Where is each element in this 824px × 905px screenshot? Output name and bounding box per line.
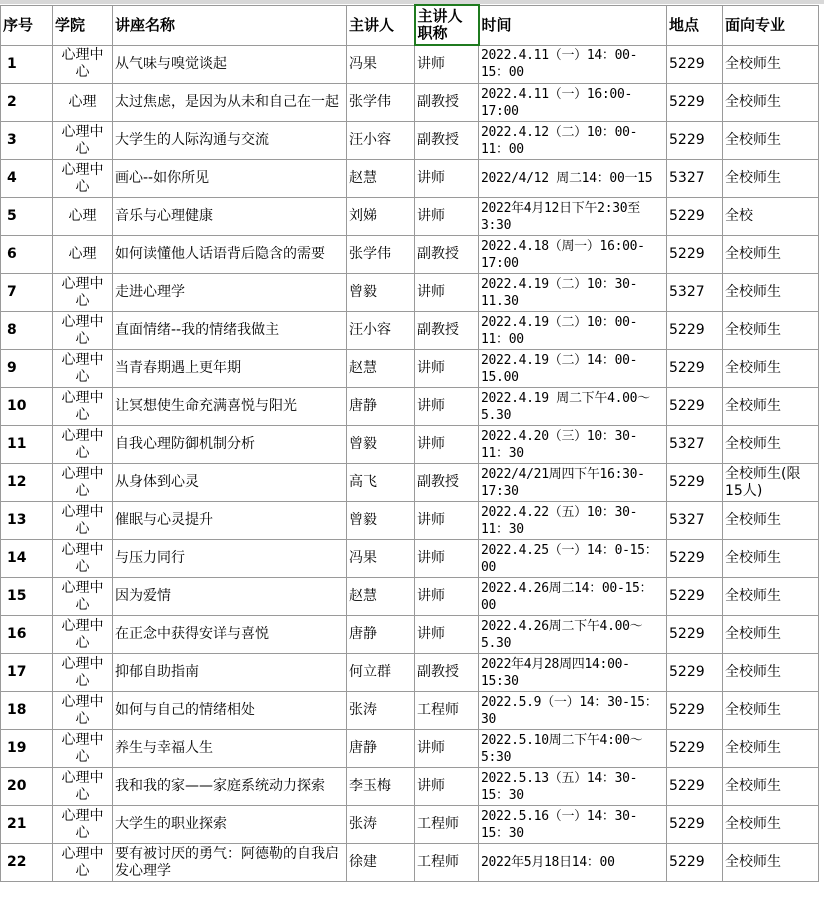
cell-lecture-title[interactable]: 从气味与嗅觉谈起: [113, 45, 347, 84]
cell-lecture-title[interactable]: 在正念中获得安详与喜悦: [113, 616, 347, 654]
cell-college[interactable]: 心理中心: [53, 45, 113, 84]
cell-speaker[interactable]: 汪小容: [347, 122, 415, 160]
cell-time[interactable]: 2022.4.11（一）16:00-17:00: [479, 84, 667, 122]
cell-time[interactable]: 2022.4.26周二14：00-15：00: [479, 578, 667, 616]
cell-speaker-title[interactable]: 讲师: [415, 198, 479, 236]
cell-speaker-title[interactable]: 副教授: [415, 654, 479, 692]
cell-speaker-title[interactable]: 讲师: [415, 160, 479, 198]
cell-lecture-title[interactable]: 自我心理防御机制分析: [113, 426, 347, 464]
cell-lecture-title[interactable]: 从身体到心灵: [113, 464, 347, 502]
cell-index[interactable]: 19: [1, 730, 53, 768]
cell-index[interactable]: 4: [1, 160, 53, 198]
cell-speaker-title[interactable]: 讲师: [415, 45, 479, 84]
cell-index[interactable]: 13: [1, 502, 53, 540]
cell-college[interactable]: 心理: [53, 236, 113, 274]
cell-audience[interactable]: 全校师生: [723, 502, 819, 540]
cell-speaker-title[interactable]: 讲师: [415, 616, 479, 654]
cell-location[interactable]: 5229: [667, 616, 723, 654]
cell-location[interactable]: 5327: [667, 426, 723, 464]
cell-audience[interactable]: 全校师生: [723, 388, 819, 426]
cell-lecture-title[interactable]: 我和我的家——家庭系统动力探索: [113, 768, 347, 806]
cell-speaker-title[interactable]: 讲师: [415, 350, 479, 388]
cell-index[interactable]: 11: [1, 426, 53, 464]
cell-time[interactable]: 2022.5.13（五）14：30-15：30: [479, 768, 667, 806]
cell-lecture-title[interactable]: 画心--如你所见: [113, 160, 347, 198]
cell-time[interactable]: 2022.4.19 周二下午4.00～5.30: [479, 388, 667, 426]
cell-time[interactable]: 2022年4月28周四14:00-15:30: [479, 654, 667, 692]
cell-time[interactable]: 2022/4/12 周二14：00一15: [479, 160, 667, 198]
cell-location[interactable]: 5229: [667, 236, 723, 274]
cell-speaker[interactable]: 唐静: [347, 388, 415, 426]
cell-college[interactable]: 心理中心: [53, 350, 113, 388]
cell-college[interactable]: 心理中心: [53, 806, 113, 844]
cell-lecture-title[interactable]: 太过焦虑，是因为从未和自己在一起: [113, 84, 347, 122]
cell-audience[interactable]: 全校: [723, 198, 819, 236]
cell-time[interactable]: 2022.4.19（二）10：00-11：00: [479, 312, 667, 350]
cell-index[interactable]: 17: [1, 654, 53, 692]
table-row: [1, 388, 819, 426]
cell-speaker[interactable]: 赵慧: [347, 578, 415, 616]
cell-speaker[interactable]: 徐建: [347, 844, 415, 882]
table-row: [1, 45, 819, 84]
cell-audience[interactable]: 全校师生: [723, 730, 819, 768]
cell-speaker[interactable]: 张学伟: [347, 236, 415, 274]
cell-index[interactable]: 15: [1, 578, 53, 616]
cell-location[interactable]: 5327: [667, 160, 723, 198]
header-cell-college[interactable]: 学院: [53, 5, 113, 45]
cell-speaker[interactable]: 冯果: [347, 45, 415, 84]
cell-college[interactable]: 心理中心: [53, 122, 113, 160]
cell-audience[interactable]: 全校师生: [723, 84, 819, 122]
cell-location[interactable]: 5229: [667, 350, 723, 388]
header-cell-index[interactable]: 序号: [1, 5, 53, 45]
cell-location[interactable]: 5229: [667, 654, 723, 692]
cell-index[interactable]: 10: [1, 388, 53, 426]
cell-lecture-title[interactable]: 抑郁自助指南: [113, 654, 347, 692]
table-row: [1, 426, 819, 464]
cell-college[interactable]: 心理中心: [53, 426, 113, 464]
cell-lecture-title[interactable]: 如何与自己的情绪相处: [113, 692, 347, 730]
table-row: [1, 730, 819, 768]
cell-speaker[interactable]: 曾毅: [347, 274, 415, 312]
header-cell-location[interactable]: 地点: [667, 5, 723, 45]
cell-location[interactable]: 5229: [667, 464, 723, 502]
cell-audience[interactable]: 全校师生: [723, 806, 819, 844]
cell-college[interactable]: 心理: [53, 84, 113, 122]
cell-speaker[interactable]: 唐静: [347, 730, 415, 768]
cell-lecture-title[interactable]: 让冥想使生命充满喜悦与阳光: [113, 388, 347, 426]
cell-speaker-title[interactable]: 副教授: [415, 312, 479, 350]
cell-index[interactable]: 12: [1, 464, 53, 502]
table-row: [1, 84, 819, 122]
cell-lecture-title[interactable]: 大学生的职业探索: [113, 806, 347, 844]
cell-audience[interactable]: 全校师生: [723, 540, 819, 578]
cell-speaker-title[interactable]: 副教授: [415, 464, 479, 502]
cell-audience[interactable]: 全校师生: [723, 654, 819, 692]
cell-college[interactable]: 心理中心: [53, 312, 113, 350]
table-row: [1, 502, 819, 540]
cell-speaker-title[interactable]: 副教授: [415, 84, 479, 122]
cell-time[interactable]: 2022/4/21周四下午16:30-17:30: [479, 464, 667, 502]
cell-index[interactable]: 6: [1, 236, 53, 274]
cell-location[interactable]: 5229: [667, 692, 723, 730]
table-row: [1, 464, 819, 502]
cell-index[interactable]: 20: [1, 768, 53, 806]
table-row: [1, 198, 819, 236]
cell-speaker[interactable]: 赵慧: [347, 160, 415, 198]
table-row: [1, 692, 819, 730]
cell-index[interactable]: 3: [1, 122, 53, 160]
cell-time[interactable]: 2022.4.25（一）14：0-15：00: [479, 540, 667, 578]
table-row: [1, 236, 819, 274]
header-cell-speaker[interactable]: 主讲人: [347, 5, 415, 45]
cell-speaker[interactable]: 汪小容: [347, 312, 415, 350]
cell-college[interactable]: 心理中心: [53, 616, 113, 654]
cell-speaker-title[interactable]: 讲师: [415, 502, 479, 540]
cell-index[interactable]: 7: [1, 274, 53, 312]
cell-speaker-title[interactable]: 工程师: [415, 806, 479, 844]
cell-lecture-title[interactable]: 走进心理学: [113, 274, 347, 312]
cell-speaker-title[interactable]: 副教授: [415, 122, 479, 160]
cell-audience[interactable]: 全校师生: [723, 160, 819, 198]
cell-college[interactable]: 心理中心: [53, 730, 113, 768]
cell-speaker-title[interactable]: 讲师: [415, 388, 479, 426]
cell-index[interactable]: 9: [1, 350, 53, 388]
table-row: [1, 578, 819, 616]
cell-time[interactable]: 2022.4.22（五）10：30-11：30: [479, 502, 667, 540]
cell-audience[interactable]: 全校师生: [723, 45, 819, 84]
cell-time[interactable]: 2022年5月18日14：00: [479, 844, 667, 882]
cell-lecture-title[interactable]: 要有被讨厌的勇气：阿德勒的自我启发心理学: [113, 844, 347, 882]
cell-location[interactable]: 5229: [667, 730, 723, 768]
cell-college[interactable]: 心理中心: [53, 388, 113, 426]
cell-audience[interactable]: 全校师生: [723, 692, 819, 730]
cell-speaker-title[interactable]: 讲师: [415, 768, 479, 806]
cell-speaker-title[interactable]: 工程师: [415, 692, 479, 730]
cell-college[interactable]: 心理中心: [53, 768, 113, 806]
cell-lecture-title[interactable]: 与压力同行: [113, 540, 347, 578]
cell-speaker[interactable]: 唐静: [347, 616, 415, 654]
cell-location[interactable]: 5229: [667, 806, 723, 844]
cell-time[interactable]: 2022.4.12（二）10：00-11：00: [479, 122, 667, 160]
cell-location[interactable]: 5229: [667, 45, 723, 84]
cell-speaker-title[interactable]: 讲师: [415, 730, 479, 768]
cell-college[interactable]: 心理中心: [53, 160, 113, 198]
cell-audience[interactable]: 全校师生: [723, 274, 819, 312]
cell-location[interactable]: 5229: [667, 540, 723, 578]
cell-speaker[interactable]: 曾毅: [347, 502, 415, 540]
cell-index[interactable]: 1: [1, 45, 53, 84]
cell-college[interactable]: 心理中心: [53, 654, 113, 692]
table-row: [1, 540, 819, 578]
table-row: [1, 654, 819, 692]
cell-college[interactable]: 心理中心: [53, 502, 113, 540]
cell-college[interactable]: 心理中心: [53, 692, 113, 730]
cell-location[interactable]: 5229: [667, 844, 723, 882]
cell-location[interactable]: 5229: [667, 578, 723, 616]
cell-time[interactable]: 2022年4月12日下午2:30至3:30: [479, 198, 667, 236]
cell-time[interactable]: 2022.4.11（一）14：00-15：00: [479, 45, 667, 84]
cell-time[interactable]: 2022.4.20（三）10：30-11：30: [479, 426, 667, 464]
cell-index[interactable]: 16: [1, 616, 53, 654]
cell-audience[interactable]: 全校师生: [723, 426, 819, 464]
cell-college[interactable]: 心理中心: [53, 464, 113, 502]
cell-lecture-title[interactable]: 当青春期遇上更年期: [113, 350, 347, 388]
cell-time[interactable]: 2022.5.16（一）14：30-15：30: [479, 806, 667, 844]
cell-audience[interactable]: 全校师生: [723, 122, 819, 160]
cell-audience[interactable]: 全校师生: [723, 768, 819, 806]
cell-audience[interactable]: 全校师生: [723, 312, 819, 350]
table-row: [1, 312, 819, 350]
cell-audience[interactable]: 全校师生: [723, 844, 819, 882]
cell-speaker-title[interactable]: 讲师: [415, 540, 479, 578]
cell-location[interactable]: 5229: [667, 84, 723, 122]
cell-college[interactable]: 心理中心: [53, 274, 113, 312]
cell-location[interactable]: 5229: [667, 768, 723, 806]
cell-speaker[interactable]: 张学伟: [347, 84, 415, 122]
table-row: [1, 844, 819, 882]
cell-lecture-title[interactable]: 因为爱情: [113, 578, 347, 616]
cell-speaker[interactable]: 何立群: [347, 654, 415, 692]
cell-location[interactable]: 5229: [667, 312, 723, 350]
cell-lecture-title[interactable]: 如何读懂他人话语背后隐含的需要: [113, 236, 347, 274]
cell-audience[interactable]: 全校师生: [723, 350, 819, 388]
table-row: [1, 122, 819, 160]
cell-speaker-title[interactable]: 讲师: [415, 578, 479, 616]
table-row: [1, 160, 819, 198]
table-row: [1, 616, 819, 654]
cell-speaker[interactable]: 刘娣: [347, 198, 415, 236]
cell-index[interactable]: 8: [1, 312, 53, 350]
cell-index[interactable]: 5: [1, 198, 53, 236]
header-cell-audience[interactable]: 面向专业: [723, 5, 819, 45]
cell-time[interactable]: 2022.5.10周二下午4:00～5:30: [479, 730, 667, 768]
cell-speaker[interactable]: 李玉梅: [347, 768, 415, 806]
cell-lecture-title[interactable]: 催眠与心灵提升: [113, 502, 347, 540]
cell-index[interactable]: 22: [1, 844, 53, 882]
cell-lecture-title[interactable]: 直面情绪--我的情绪我做主: [113, 312, 347, 350]
cell-time[interactable]: 2022.4.19（二）14：00-15.00: [479, 350, 667, 388]
cell-audience[interactable]: 全校师生(限15人): [723, 464, 819, 502]
cell-time[interactable]: 2022.4.26周二下午4.00～5.30: [479, 616, 667, 654]
cell-speaker[interactable]: 冯果: [347, 540, 415, 578]
cell-location[interactable]: 5327: [667, 502, 723, 540]
cell-location[interactable]: 5229: [667, 198, 723, 236]
cell-speaker[interactable]: 高飞: [347, 464, 415, 502]
cell-speaker[interactable]: 赵慧: [347, 350, 415, 388]
cell-college[interactable]: 心理: [53, 198, 113, 236]
cell-speaker-title[interactable]: 讲师: [415, 426, 479, 464]
cell-audience[interactable]: 全校师生: [723, 236, 819, 274]
table-row: [1, 768, 819, 806]
cell-index[interactable]: 14: [1, 540, 53, 578]
cell-speaker-title[interactable]: 副教授: [415, 236, 479, 274]
cell-speaker-title[interactable]: 讲师: [415, 274, 479, 312]
cell-location[interactable]: 5229: [667, 122, 723, 160]
cell-lecture-title[interactable]: 音乐与心理健康: [113, 198, 347, 236]
header-cell-speaker-title[interactable]: 主讲人职称: [415, 5, 479, 45]
cell-speaker[interactable]: 张涛: [347, 692, 415, 730]
cell-college[interactable]: 心理中心: [53, 540, 113, 578]
cell-college[interactable]: 心理中心: [53, 578, 113, 616]
cell-lecture-title[interactable]: 养生与幸福人生: [113, 730, 347, 768]
header-cell-lecture-title[interactable]: 讲座名称: [113, 5, 347, 45]
cell-lecture-title[interactable]: 大学生的人际沟通与交流: [113, 122, 347, 160]
cell-audience[interactable]: 全校师生: [723, 616, 819, 654]
table-row: [1, 350, 819, 388]
cell-location[interactable]: 5229: [667, 388, 723, 426]
cell-audience[interactable]: 全校师生: [723, 578, 819, 616]
cell-index[interactable]: 2: [1, 84, 53, 122]
cell-speaker-title[interactable]: 工程师: [415, 844, 479, 882]
cell-speaker[interactable]: 曾毅: [347, 426, 415, 464]
lecture-table: [0, 4, 819, 882]
cell-index[interactable]: 18: [1, 692, 53, 730]
header-cell-time[interactable]: 时间: [479, 5, 667, 45]
table-row: [1, 806, 819, 844]
cell-time[interactable]: 2022.4.18（周一）16:00-17:00: [479, 236, 667, 274]
cell-time[interactable]: 2022.5.9（一）14：30-15：30: [479, 692, 667, 730]
cell-college[interactable]: 心理中心: [53, 844, 113, 882]
header-row: [1, 5, 819, 45]
cell-index[interactable]: 21: [1, 806, 53, 844]
cell-time[interactable]: 2022.4.19（二）10：30-11.30: [479, 274, 667, 312]
table-row: [1, 274, 819, 312]
cell-speaker[interactable]: 张涛: [347, 806, 415, 844]
cell-location[interactable]: 5327: [667, 274, 723, 312]
